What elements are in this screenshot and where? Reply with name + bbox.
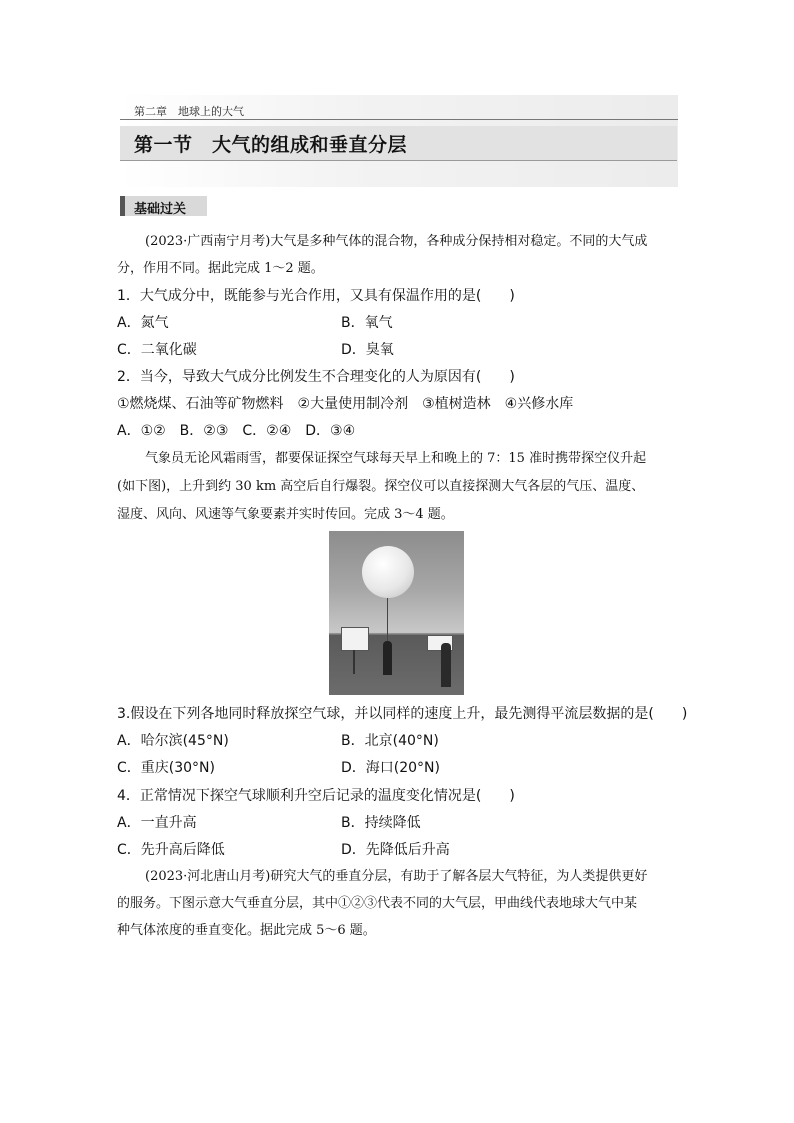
passage-1-line-1: (2023·广西南宁月考)大气是多种气体的混合物，各种成分保持相对稳定。不同的大气成 — [145, 234, 648, 249]
instrument-shelter-left — [341, 627, 369, 651]
passage-2-line-3: 湿度、风向、风速等气象要素并实时传回。完成 3～4 题。 — [117, 507, 454, 522]
passage-1-line-2: 分，作用不同。据此完成 1～2 题。 — [117, 261, 324, 276]
question-1-option-b: B．氧气 — [341, 315, 393, 331]
question-1-option-c: C．二氧化碳 — [117, 342, 197, 358]
question-3-option-b: B．北京(40°N) — [341, 733, 439, 749]
question-1-option-a: A．氮气 — [117, 315, 169, 331]
header-divider — [120, 119, 678, 120]
question-3-option-d: D．海口(20°N) — [341, 760, 440, 776]
weather-balloon-photo — [329, 531, 464, 695]
chapter-label: 第二章 地球上的大气 — [134, 105, 244, 118]
weather-balloon — [362, 546, 414, 598]
question-1-stem: 1．大气成分中，既能参与光合作用，又具有保温作用的是( ) — [117, 288, 515, 304]
section-badge-label: 基础过关 — [134, 202, 187, 217]
question-2-items: ①燃烧煤、石油等矿物燃料 ②大量使用制冷剂 ③植树造林 ④兴修水库 — [117, 396, 574, 412]
question-1-option-d: D．臭氧 — [341, 342, 394, 358]
question-4-stem: 4．正常情况下探空气球顺利升空后记录的温度变化情况是( ) — [117, 788, 515, 804]
instrument-shelter-stand — [353, 650, 355, 674]
meteorologist-right — [441, 643, 451, 687]
question-3-option-c: C．重庆(30°N) — [117, 760, 215, 776]
question-3-stem: 3.假设在下列各地同时释放探空气球，并以同样的速度上升，最先测得平流层数据的是( ) — [117, 706, 688, 722]
passage-3-line-2: 的服务。下图示意大气垂直分层，其中①②③代表不同的大气层，甲曲线代表地球大气中某 — [117, 896, 638, 911]
question-2-options: A．①② B．②③ C．②④ D．③④ — [117, 423, 356, 439]
question-4-option-b: B．持续降低 — [341, 815, 421, 831]
passage-2-line-2: (如下图)，上升到约 30 km 高空后自行爆裂。探空仪可以直接探测大气各层的气压、温度、 — [117, 479, 645, 494]
question-4-option-a: A．一直升高 — [117, 815, 197, 831]
question-3-option-a: A．哈尔滨(45°N) — [117, 733, 229, 749]
question-2-stem: 2．当今，导致大气成分比例发生不合理变化的人为原因有( ) — [117, 369, 515, 385]
passage-2-line-1: 气象员无论风霜雨雪，都要保证探空气球每天早上和晚上的 7：15 准时携带探空仪升起 — [145, 451, 647, 466]
section-title: 第一节 大气的组成和垂直分层 — [134, 134, 408, 156]
question-4-option-c: C．先升高后降低 — [117, 842, 225, 858]
question-4-option-d: D．先降低后升高 — [341, 842, 450, 858]
meteorologist-left — [383, 641, 392, 675]
passage-3-line-3: 种气体浓度的垂直变化。据此完成 5～6 题。 — [117, 923, 376, 938]
passage-3-line-1: (2023·河北唐山月考)研究大气的垂直分层，有助于了解各层大气特征，为人类提供更好 — [145, 869, 648, 884]
